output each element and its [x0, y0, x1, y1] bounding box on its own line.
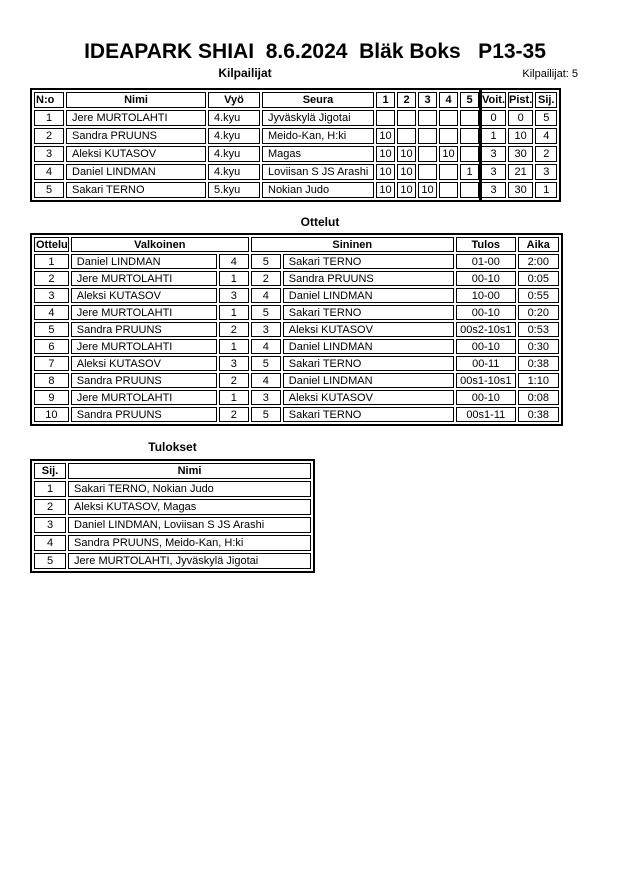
col-header-m3: 3 — [418, 92, 437, 108]
competitor-club: Nokian Judo — [262, 182, 374, 198]
match-score: 10 — [376, 164, 395, 180]
col-header-white: Valkoinen — [71, 237, 249, 252]
match-score — [418, 110, 437, 126]
match-no: 8 — [34, 373, 69, 388]
matches-table — [30, 233, 563, 426]
match-row — [34, 339, 559, 354]
match-result: 10-00 — [456, 288, 516, 303]
section-title-matches: Ottelut — [300, 215, 340, 229]
white-number: 2 — [219, 373, 249, 388]
match-score — [397, 110, 416, 126]
col-header-m5: 5 — [460, 92, 479, 108]
result-row — [34, 517, 311, 533]
competitor-place: 3 — [535, 164, 557, 180]
white-number: 3 — [219, 356, 249, 371]
blue-number: 4 — [251, 339, 281, 354]
match-score: 10 — [439, 146, 458, 162]
competitor-name: Jere MURTOLAHTI — [66, 110, 206, 126]
blue-name: Sandra PRUUNS — [283, 271, 454, 286]
col-header-m2: 2 — [397, 92, 416, 108]
competitor-points: 10 — [508, 128, 533, 144]
col-header-points: Pist. — [509, 94, 533, 106]
result-row — [34, 553, 311, 569]
match-time: 0:08 — [518, 390, 559, 405]
competitor-name: Aleksi KUTASOV — [66, 146, 206, 162]
competitor-no: 2 — [34, 128, 64, 144]
competitors-count: Kilpailijat: 5 — [522, 68, 578, 80]
competitor-name: Sakari TERNO — [66, 182, 206, 198]
competitor-wins: 1 — [481, 128, 506, 144]
match-no: 2 — [34, 271, 69, 286]
match-row — [34, 305, 559, 320]
blue-name: Sakari TERNO — [283, 305, 454, 320]
col-header-blue: Sininen — [251, 237, 454, 252]
competitor-place: 1 — [535, 182, 557, 198]
match-score — [418, 164, 437, 180]
col-header-time: Aika — [518, 237, 559, 252]
col-header-name: Nimi — [68, 463, 311, 479]
match-score — [460, 146, 479, 162]
match-row — [34, 271, 559, 286]
match-row — [34, 322, 559, 337]
result-name: Jere MURTOLAHTI, Jyväskylä Jigotai — [68, 553, 311, 569]
competitor-belt: 4.kyu — [208, 110, 260, 126]
blue-number: 2 — [251, 271, 281, 286]
competitor-no: 1 — [34, 110, 64, 126]
white-number: 4 — [219, 254, 249, 269]
result-row — [34, 499, 311, 515]
competitor-name: Daniel LINDMAN — [66, 164, 206, 180]
match-result: 00-10 — [456, 305, 516, 320]
result-place: 5 — [34, 553, 66, 569]
match-row — [34, 254, 559, 269]
match-no: 7 — [34, 356, 69, 371]
col-header-m4: 4 — [439, 92, 458, 108]
match-no: 9 — [34, 390, 69, 405]
competitor-belt: 4.kyu — [208, 146, 260, 162]
result-row — [34, 481, 311, 497]
match-row — [34, 288, 559, 303]
white-number: 2 — [219, 407, 249, 422]
match-time: 1:10 — [518, 373, 559, 388]
blue-name: Daniel LINDMAN — [283, 339, 454, 354]
competitor-belt: 4.kyu — [208, 164, 260, 180]
competitor-club: Meido-Kan, H:ki — [262, 128, 374, 144]
result-name: Aleksi KUTASOV, Magas — [68, 499, 311, 515]
match-row — [34, 373, 559, 388]
match-score — [439, 128, 458, 144]
competitor-no: 4 — [34, 164, 64, 180]
blue-number: 3 — [251, 390, 281, 405]
matches-header-row — [34, 237, 559, 252]
match-result: 00-10 — [456, 339, 516, 354]
competitor-place: 5 — [535, 110, 557, 126]
match-score — [460, 110, 479, 126]
match-row — [34, 356, 559, 371]
match-time: 0:38 — [518, 407, 559, 422]
results-table — [30, 459, 315, 573]
results-header-row — [34, 463, 311, 479]
section-title-results: Tulokset — [148, 440, 197, 454]
results-block-separator — [479, 88, 482, 202]
white-name: Sandra PRUUNS — [71, 407, 217, 422]
match-row — [34, 407, 559, 422]
match-no: 10 — [34, 407, 69, 422]
blue-name: Aleksi KUTASOV — [283, 390, 454, 405]
col-header-place: Sij. — [34, 463, 66, 479]
result-place: 2 — [34, 499, 66, 515]
white-number: 1 — [219, 339, 249, 354]
results-table-wrapper — [30, 459, 315, 573]
match-score — [439, 164, 458, 180]
match-time: 0:53 — [518, 322, 559, 337]
col-header-m1: 1 — [376, 92, 395, 108]
match-score: 10 — [397, 146, 416, 162]
white-name: Aleksi KUTASOV — [71, 288, 217, 303]
blue-number: 5 — [251, 305, 281, 320]
match-no: 3 — [34, 288, 69, 303]
result-row — [34, 535, 311, 551]
blue-number: 5 — [251, 356, 281, 371]
match-score — [397, 128, 416, 144]
blue-number: 4 — [251, 288, 281, 303]
col-header-no: N:o — [34, 92, 64, 108]
white-number: 1 — [219, 390, 249, 405]
white-name: Jere MURTOLAHTI — [71, 305, 217, 320]
col-header-wins: Voit. — [482, 94, 506, 106]
result-place: 1 — [34, 481, 66, 497]
blue-name: Sakari TERNO — [283, 407, 454, 422]
competitor-points: 30 — [508, 182, 533, 198]
section-title-competitors: Kilpailijat — [218, 66, 272, 80]
competitor-belt: 4.kyu — [208, 128, 260, 144]
competitor-place: 4 — [535, 128, 557, 144]
page-title: IDEAPARK SHIAI 8.6.2024 Bläk Boks P13-35 — [84, 40, 546, 63]
match-score — [376, 110, 395, 126]
competitor-points: 30 — [508, 146, 533, 162]
match-result: 00s1-11 — [456, 407, 516, 422]
match-no: 6 — [34, 339, 69, 354]
match-result: 00-11 — [456, 356, 516, 371]
match-score — [439, 110, 458, 126]
match-result: 00s2-10s1 — [456, 322, 516, 337]
match-time: 0:05 — [518, 271, 559, 286]
competitor-points: 0 — [508, 110, 533, 126]
competitor-points: 21 — [508, 164, 533, 180]
white-number: 1 — [219, 271, 249, 286]
match-score: 10 — [376, 146, 395, 162]
match-score — [418, 146, 437, 162]
competitor-wins: 3 — [481, 146, 506, 162]
result-name: Daniel LINDMAN, Loviisan S JS Arashi — [68, 517, 311, 533]
match-score: 10 — [376, 182, 395, 198]
match-score — [439, 182, 458, 198]
blue-name: Daniel LINDMAN — [283, 373, 454, 388]
col-header-match-no: Ottelu — [36, 238, 68, 251]
match-time: 0:55 — [518, 288, 559, 303]
match-score — [460, 128, 479, 144]
match-score — [418, 128, 437, 144]
white-number: 3 — [219, 288, 249, 303]
white-name: Sandra PRUUNS — [71, 322, 217, 337]
competitor-place: 2 — [535, 146, 557, 162]
result-name: Sandra PRUUNS, Meido-Kan, H:ki — [68, 535, 311, 551]
match-row — [34, 390, 559, 405]
competitor-name: Sandra PRUUNS — [66, 128, 206, 144]
match-result: 00s1-10s1 — [456, 373, 516, 388]
match-no: 1 — [34, 254, 69, 269]
col-header-belt: Vyö — [208, 92, 260, 108]
competitors-table-wrapper — [30, 88, 561, 202]
blue-number: 3 — [251, 322, 281, 337]
result-place: 4 — [34, 535, 66, 551]
competitor-no: 5 — [34, 182, 64, 198]
match-score: 1 — [460, 164, 479, 180]
match-score: 10 — [397, 164, 416, 180]
competitor-club: Magas — [262, 146, 374, 162]
match-no: 4 — [34, 305, 69, 320]
match-time: 0:38 — [518, 356, 559, 371]
matches-table-wrapper — [30, 233, 563, 426]
competitor-wins: 3 — [481, 182, 506, 198]
blue-name: Sakari TERNO — [283, 356, 454, 371]
match-result: 01-00 — [456, 254, 516, 269]
white-name: Jere MURTOLAHTI — [71, 339, 217, 354]
match-time: 2:00 — [518, 254, 559, 269]
match-no: 5 — [34, 322, 69, 337]
col-header-club: Seura — [262, 92, 374, 108]
white-name: Sandra PRUUNS — [71, 373, 217, 388]
blue-name: Sakari TERNO — [283, 254, 454, 269]
blue-name: Aleksi KUTASOV — [283, 322, 454, 337]
match-time: 0:20 — [518, 305, 559, 320]
result-place: 3 — [34, 517, 66, 533]
col-header-result: Tulos — [456, 237, 516, 252]
white-number: 1 — [219, 305, 249, 320]
match-result: 00-10 — [456, 390, 516, 405]
competitor-wins: 0 — [481, 110, 506, 126]
col-header-place: Sij. — [535, 92, 557, 108]
match-time: 0:30 — [518, 339, 559, 354]
competitor-club: Jyväskylä Jigotai — [262, 110, 374, 126]
blue-number: 5 — [251, 407, 281, 422]
col-header-name: Nimi — [66, 92, 206, 108]
competitor-club: Loviisan S JS Arashi — [262, 164, 374, 180]
competitor-belt: 5.kyu — [208, 182, 260, 198]
match-score: 10 — [397, 182, 416, 198]
blue-name: Daniel LINDMAN — [283, 288, 454, 303]
blue-number: 4 — [251, 373, 281, 388]
competitor-wins: 3 — [481, 164, 506, 180]
result-name: Sakari TERNO, Nokian Judo — [68, 481, 311, 497]
match-result: 00-10 — [456, 271, 516, 286]
white-name: Aleksi KUTASOV — [71, 356, 217, 371]
blue-number: 5 — [251, 254, 281, 269]
white-name: Daniel LINDMAN — [71, 254, 217, 269]
match-score: 10 — [376, 128, 395, 144]
white-name: Jere MURTOLAHTI — [71, 271, 217, 286]
competitor-no: 3 — [34, 146, 64, 162]
match-score — [460, 182, 479, 198]
match-score: 10 — [418, 182, 437, 198]
white-name: Jere MURTOLAHTI — [71, 390, 217, 405]
white-number: 2 — [219, 322, 249, 337]
